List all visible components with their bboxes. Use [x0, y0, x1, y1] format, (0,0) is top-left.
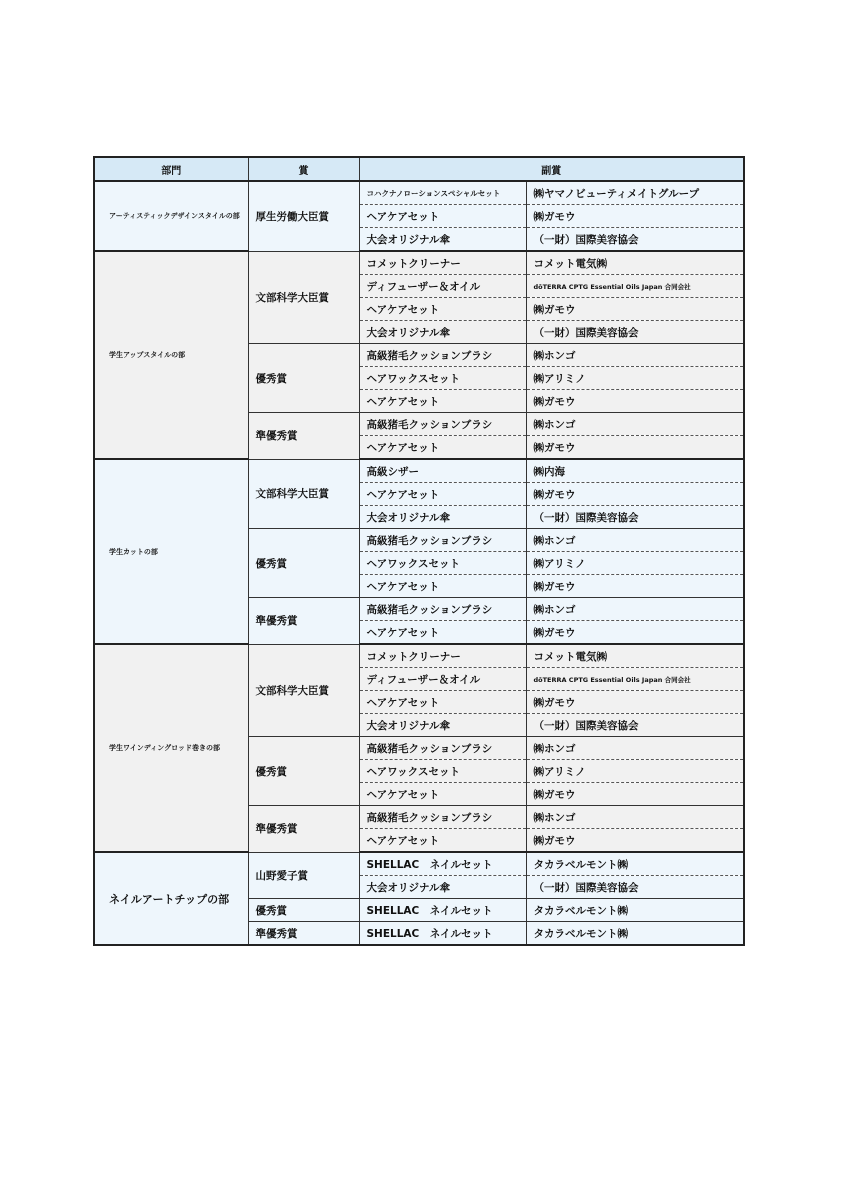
- subprize-sponsor: ㈱ガモウ: [526, 390, 744, 413]
- subprize-item: ヘアワックスセット: [359, 552, 526, 575]
- subprize-item: ディフューザー＆オイル: [359, 668, 526, 691]
- subprize-sponsor: タカラベルモント㈱: [526, 899, 744, 922]
- subprize-sponsor: ㈱ヤマノビューティメイトグループ: [526, 181, 744, 205]
- award-table: [93, 156, 745, 946]
- subprize-sponsor: ㈱ガモウ: [526, 298, 744, 321]
- subprize-item: 大会オリジナル傘: [359, 321, 526, 344]
- subprize-sponsor: ㈱ガモウ: [526, 483, 744, 506]
- subprize-sponsor: ㈱ガモウ: [526, 783, 744, 806]
- prize-name: 優秀賞: [248, 899, 359, 922]
- prize-name: 準優秀賞: [248, 922, 359, 946]
- division-name: ネイルアートチップの部: [94, 852, 248, 945]
- subprize-item: 高級猪毛クッションブラシ: [359, 529, 526, 552]
- header-subprize: 副賞: [359, 157, 744, 181]
- prize-name: 文部科学大臣賞: [248, 459, 359, 529]
- prize-name: 優秀賞: [248, 529, 359, 598]
- header-division: 部門: [94, 157, 248, 181]
- subprize-item: ヘアケアセット: [359, 783, 526, 806]
- table-header: [94, 157, 744, 181]
- division-name: 学生アップスタイルの部: [94, 251, 248, 459]
- subprize-sponsor: ㈱ホンゴ: [526, 598, 744, 621]
- subprize-sponsor: ㈱ホンゴ: [526, 413, 744, 436]
- subprize-item: 高級猪毛クッションブラシ: [359, 598, 526, 621]
- subprize-item: ヘアケアセット: [359, 298, 526, 321]
- subprize-item: ヘアワックスセット: [359, 367, 526, 390]
- prize-name: 文部科学大臣賞: [248, 644, 359, 737]
- subprize-sponsor: ㈱内海: [526, 459, 744, 483]
- subprize-sponsor: ㈱アリミノ: [526, 760, 744, 783]
- subprize-item: SHELLAC ネイルセット: [359, 899, 526, 922]
- subprize-item: ヘアケアセット: [359, 691, 526, 714]
- subprize-sponsor: （一財）国際美容協会: [526, 321, 744, 344]
- subprize-sponsor: ㈱ガモウ: [526, 205, 744, 228]
- prize-name: 文部科学大臣賞: [248, 251, 359, 344]
- subprize-sponsor: コメット電気㈱: [526, 644, 744, 668]
- subprize-item: ヘアケアセット: [359, 436, 526, 460]
- subprize-sponsor: ㈱ガモウ: [526, 829, 744, 853]
- subprize-item: 大会オリジナル傘: [359, 876, 526, 899]
- subprize-sponsor: ㈱ホンゴ: [526, 737, 744, 760]
- subprize-sponsor: タカラベルモント㈱: [526, 922, 744, 946]
- subprize-item: ヘアケアセット: [359, 575, 526, 598]
- subprize-sponsor: （一財）国際美容協会: [526, 876, 744, 899]
- subprize-sponsor: ㈱ホンゴ: [526, 344, 744, 367]
- subprize-sponsor: ㈱ホンゴ: [526, 806, 744, 829]
- table-body: [94, 181, 744, 945]
- subprize-item: コハクナノローションスペシャルセット: [359, 181, 526, 205]
- subprize-sponsor: （一財）国際美容協会: [526, 228, 744, 252]
- table-row: [94, 852, 744, 876]
- subprize-sponsor: タカラベルモント㈱: [526, 852, 744, 876]
- subprize-item: ヘアワックスセット: [359, 760, 526, 783]
- header-prize: 賞: [248, 157, 359, 181]
- subprize-sponsor: ㈱ガモウ: [526, 621, 744, 645]
- subprize-item: 高級猪毛クッションブラシ: [359, 806, 526, 829]
- subprize-item: ヘアケアセット: [359, 205, 526, 228]
- subprize-sponsor: ㈱ガモウ: [526, 575, 744, 598]
- subprize-item: ヘアケアセット: [359, 390, 526, 413]
- subprize-sponsor: コメット電気㈱: [526, 251, 744, 275]
- table-row: [94, 459, 744, 483]
- subprize-item: 大会オリジナル傘: [359, 506, 526, 529]
- subprize-item: SHELLAC ネイルセット: [359, 922, 526, 946]
- subprize-sponsor: ㈱ホンゴ: [526, 529, 744, 552]
- subprize-item: ディフューザー＆オイル: [359, 275, 526, 298]
- subprize-sponsor: （一財）国際美容協会: [526, 714, 744, 737]
- table-row: [94, 251, 744, 275]
- prize-name: 準優秀賞: [248, 598, 359, 645]
- prize-name: 準優秀賞: [248, 413, 359, 460]
- subprize-item: SHELLAC ネイルセット: [359, 852, 526, 876]
- subprize-sponsor: ㈱アリミノ: [526, 367, 744, 390]
- subprize-sponsor: （一財）国際美容協会: [526, 506, 744, 529]
- subprize-item: 高級シザー: [359, 459, 526, 483]
- table-row: [94, 181, 744, 205]
- subprize-sponsor: dōTERRA CPTG Essential Oils Japan 合同会社: [526, 668, 744, 691]
- subprize-item: コメットクリーナー: [359, 644, 526, 668]
- prize-name: 準優秀賞: [248, 806, 359, 853]
- prize-name: 厚生労働大臣賞: [248, 181, 359, 251]
- division-name: 学生カットの部: [94, 459, 248, 644]
- subprize-item: 高級猪毛クッションブラシ: [359, 344, 526, 367]
- subprize-item: ヘアケアセット: [359, 483, 526, 506]
- subprize-sponsor: ㈱ガモウ: [526, 436, 744, 460]
- subprize-item: コメットクリーナー: [359, 251, 526, 275]
- division-name: 学生ワインディングロッド巻きの部: [94, 644, 248, 852]
- subprize-item: 大会オリジナル傘: [359, 228, 526, 252]
- subprize-item: 大会オリジナル傘: [359, 714, 526, 737]
- table-row: [94, 644, 744, 668]
- subprize-sponsor: dōTERRA CPTG Essential Oils Japan 合同会社: [526, 275, 744, 298]
- subprize-sponsor: ㈱アリミノ: [526, 552, 744, 575]
- subprize-item: ヘアケアセット: [359, 829, 526, 853]
- subprize-item: ヘアケアセット: [359, 621, 526, 645]
- subprize-item: 高級猪毛クッションブラシ: [359, 413, 526, 436]
- subprize-item: 高級猪毛クッションブラシ: [359, 737, 526, 760]
- prize-name: 山野愛子賞: [248, 852, 359, 899]
- subprize-sponsor: ㈱ガモウ: [526, 691, 744, 714]
- division-name: アーティスティックデザインスタイルの部: [94, 181, 248, 251]
- prize-name: 優秀賞: [248, 737, 359, 806]
- prize-name: 優秀賞: [248, 344, 359, 413]
